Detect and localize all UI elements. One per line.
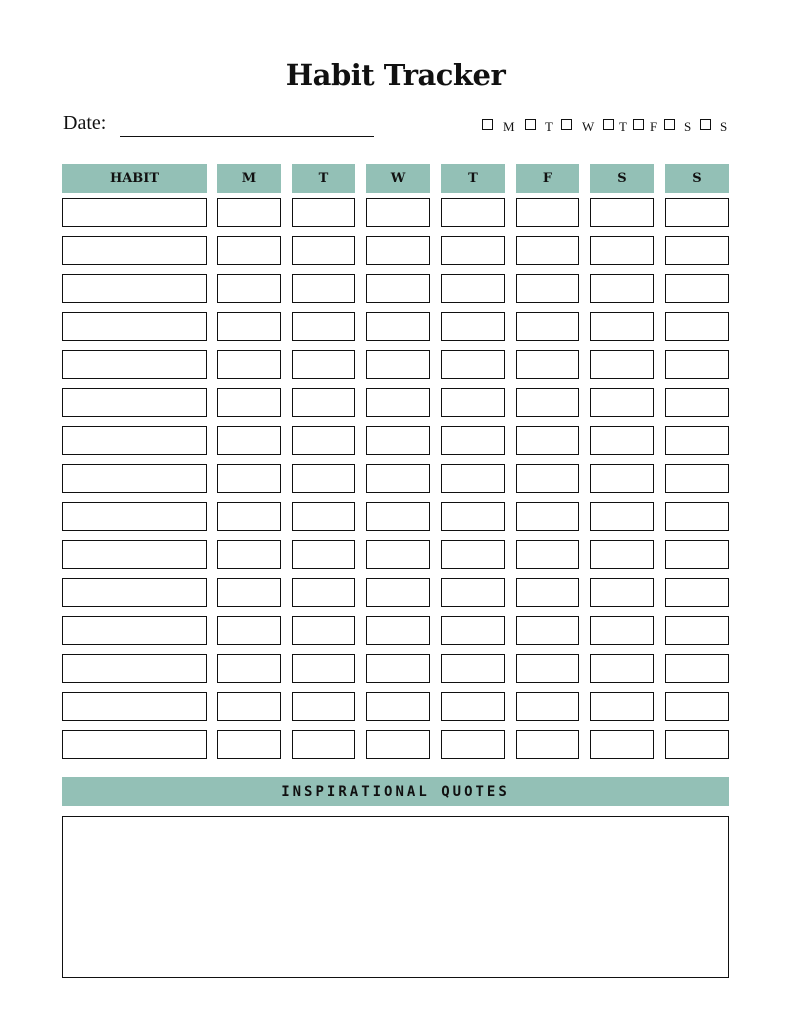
habit-day-cell[interactable] xyxy=(516,274,579,303)
habit-day-cell[interactable] xyxy=(441,236,505,265)
habit-day-cell[interactable] xyxy=(516,616,579,645)
day-checkbox[interactable] xyxy=(603,119,614,130)
day-checkbox-label: F xyxy=(650,119,658,134)
day-checkbox[interactable] xyxy=(525,119,536,130)
habit-day-cell[interactable] xyxy=(217,654,281,683)
habit-day-cell[interactable] xyxy=(516,312,579,341)
habit-day-cell[interactable] xyxy=(217,502,281,531)
habit-day-cell[interactable] xyxy=(516,236,579,265)
habit-day-cell[interactable] xyxy=(441,312,505,341)
habit-day-cell[interactable] xyxy=(292,502,355,531)
habit-day-cell[interactable] xyxy=(665,198,729,227)
habit-day-cell[interactable] xyxy=(217,198,281,227)
habit-day-cell[interactable] xyxy=(441,464,505,493)
header-habit: HABIT xyxy=(62,164,207,193)
habit-day-cell[interactable] xyxy=(217,426,281,455)
habit-day-cell[interactable] xyxy=(516,730,579,759)
habit-name-cell[interactable] xyxy=(62,274,207,303)
day-checkbox-label: T xyxy=(619,119,627,134)
habit-day-cell[interactable] xyxy=(665,312,729,341)
habit-day-cell[interactable] xyxy=(441,578,505,607)
habit-name-cell[interactable] xyxy=(62,464,207,493)
habit-day-cell[interactable] xyxy=(217,274,281,303)
header-day: W xyxy=(366,164,430,193)
habit-day-cell[interactable] xyxy=(292,464,355,493)
habit-day-cell[interactable] xyxy=(590,388,654,417)
habit-day-cell[interactable] xyxy=(441,730,505,759)
quotes-box[interactable] xyxy=(62,816,729,978)
habit-name-cell[interactable] xyxy=(62,198,207,227)
habit-day-cell[interactable] xyxy=(366,540,430,569)
habit-day-cell[interactable] xyxy=(590,730,654,759)
habit-name-cell[interactable] xyxy=(62,730,207,759)
habit-day-cell[interactable] xyxy=(217,236,281,265)
date-input-line[interactable] xyxy=(120,136,374,137)
habit-name-cell[interactable] xyxy=(62,578,207,607)
day-checkbox[interactable] xyxy=(664,119,675,130)
header-day: F xyxy=(516,164,579,193)
day-checkbox[interactable] xyxy=(482,119,493,130)
habit-day-cell[interactable] xyxy=(441,426,505,455)
habit-name-cell[interactable] xyxy=(62,312,207,341)
habit-day-cell[interactable] xyxy=(516,350,579,379)
habit-day-cell[interactable] xyxy=(217,578,281,607)
habit-day-cell[interactable] xyxy=(590,198,654,227)
habit-day-cell[interactable] xyxy=(665,540,729,569)
habit-day-cell[interactable] xyxy=(516,540,579,569)
habit-name-cell[interactable] xyxy=(62,540,207,569)
habit-day-cell[interactable] xyxy=(292,388,355,417)
habit-day-cell[interactable] xyxy=(292,540,355,569)
habit-name-cell[interactable] xyxy=(62,350,207,379)
habit-day-cell[interactable] xyxy=(441,654,505,683)
header-day: T xyxy=(292,164,355,193)
day-checkbox-label: M xyxy=(503,119,515,134)
header-day: S xyxy=(665,164,729,193)
habit-day-cell[interactable] xyxy=(590,616,654,645)
habit-day-cell[interactable] xyxy=(217,350,281,379)
habit-day-cell[interactable] xyxy=(516,464,579,493)
habit-day-cell[interactable] xyxy=(217,692,281,721)
habit-day-cell[interactable] xyxy=(441,198,505,227)
day-checkbox[interactable] xyxy=(633,119,644,130)
habit-day-cell[interactable] xyxy=(590,654,654,683)
habit-day-cell[interactable] xyxy=(665,426,729,455)
habit-name-cell[interactable] xyxy=(62,388,207,417)
header-day: S xyxy=(590,164,654,193)
habit-day-cell[interactable] xyxy=(665,692,729,721)
habit-day-cell[interactable] xyxy=(590,312,654,341)
habit-day-cell[interactable] xyxy=(665,388,729,417)
habit-day-cell[interactable] xyxy=(665,616,729,645)
habit-day-cell[interactable] xyxy=(366,464,430,493)
day-checkbox[interactable] xyxy=(561,119,572,130)
habit-day-cell[interactable] xyxy=(292,616,355,645)
habit-day-cell[interactable] xyxy=(590,350,654,379)
habit-day-cell[interactable] xyxy=(665,730,729,759)
habit-day-cell[interactable] xyxy=(665,578,729,607)
quotes-header: INSPIRATIONAL QUOTES xyxy=(62,777,729,806)
habit-day-cell[interactable] xyxy=(441,388,505,417)
habit-day-cell[interactable] xyxy=(366,616,430,645)
habit-name-cell[interactable] xyxy=(62,426,207,455)
habit-day-cell[interactable] xyxy=(292,350,355,379)
habit-day-cell[interactable] xyxy=(366,578,430,607)
header-day: T xyxy=(441,164,505,193)
habit-day-cell[interactable] xyxy=(366,654,430,683)
habit-day-cell[interactable] xyxy=(665,464,729,493)
habit-name-cell[interactable] xyxy=(62,616,207,645)
habit-name-cell[interactable] xyxy=(62,692,207,721)
day-checkbox-label: T xyxy=(545,119,553,134)
habit-day-cell[interactable] xyxy=(292,654,355,683)
habit-day-cell[interactable] xyxy=(366,198,430,227)
habit-day-cell[interactable] xyxy=(516,198,579,227)
habit-day-cell[interactable] xyxy=(665,654,729,683)
habit-day-cell[interactable] xyxy=(366,426,430,455)
habit-day-cell[interactable] xyxy=(516,426,579,455)
habit-day-cell[interactable] xyxy=(217,616,281,645)
habit-day-cell[interactable] xyxy=(441,350,505,379)
habit-day-cell[interactable] xyxy=(441,274,505,303)
habit-day-cell[interactable] xyxy=(292,198,355,227)
habit-day-cell[interactable] xyxy=(665,350,729,379)
habit-day-cell[interactable] xyxy=(441,502,505,531)
date-label: Date: xyxy=(63,112,107,134)
habit-day-cell[interactable] xyxy=(366,350,430,379)
habit-day-cell[interactable] xyxy=(292,312,355,341)
habit-day-cell[interactable] xyxy=(665,236,729,265)
header-day: M xyxy=(217,164,281,193)
habit-day-cell[interactable] xyxy=(292,426,355,455)
habit-name-cell[interactable] xyxy=(62,654,207,683)
day-checkbox-label: S xyxy=(684,119,692,134)
habit-day-cell[interactable] xyxy=(217,312,281,341)
habit-day-cell[interactable] xyxy=(366,312,430,341)
habit-day-cell[interactable] xyxy=(441,616,505,645)
habit-day-cell[interactable] xyxy=(516,502,579,531)
habit-day-cell[interactable] xyxy=(366,730,430,759)
habit-day-cell[interactable] xyxy=(217,464,281,493)
habit-name-cell[interactable] xyxy=(62,236,207,265)
habit-day-cell[interactable] xyxy=(366,692,430,721)
habit-day-cell[interactable] xyxy=(217,730,281,759)
habit-day-cell[interactable] xyxy=(665,274,729,303)
habit-day-cell[interactable] xyxy=(590,540,654,569)
habit-day-cell[interactable] xyxy=(292,274,355,303)
habit-day-cell[interactable] xyxy=(217,388,281,417)
day-checkbox-label: W xyxy=(582,119,595,134)
habit-day-cell[interactable] xyxy=(366,388,430,417)
habit-name-cell[interactable] xyxy=(62,502,207,531)
habit-day-cell[interactable] xyxy=(516,692,579,721)
day-checkbox[interactable] xyxy=(700,119,711,130)
habit-day-cell[interactable] xyxy=(590,236,654,265)
habit-day-cell[interactable] xyxy=(590,274,654,303)
habit-day-cell[interactable] xyxy=(590,692,654,721)
habit-day-cell[interactable] xyxy=(441,692,505,721)
habit-day-cell[interactable] xyxy=(516,654,579,683)
habit-day-cell[interactable] xyxy=(590,502,654,531)
habit-day-cell[interactable] xyxy=(665,502,729,531)
habit-day-cell[interactable] xyxy=(516,578,579,607)
habit-day-cell[interactable] xyxy=(292,578,355,607)
habit-day-cell[interactable] xyxy=(366,274,430,303)
habit-day-cell[interactable] xyxy=(292,236,355,265)
habit-day-cell[interactable] xyxy=(441,540,505,569)
habit-day-cell[interactable] xyxy=(217,540,281,569)
habit-day-cell[interactable] xyxy=(516,388,579,417)
habit-day-cell[interactable] xyxy=(590,578,654,607)
habit-day-cell[interactable] xyxy=(590,464,654,493)
habit-day-cell[interactable] xyxy=(292,692,355,721)
day-checkbox-label: S xyxy=(720,119,728,134)
habit-day-cell[interactable] xyxy=(292,730,355,759)
habit-day-cell[interactable] xyxy=(366,502,430,531)
habit-day-cell[interactable] xyxy=(366,236,430,265)
habit-day-cell[interactable] xyxy=(590,426,654,455)
page-title: Habit Tracker xyxy=(285,58,506,92)
